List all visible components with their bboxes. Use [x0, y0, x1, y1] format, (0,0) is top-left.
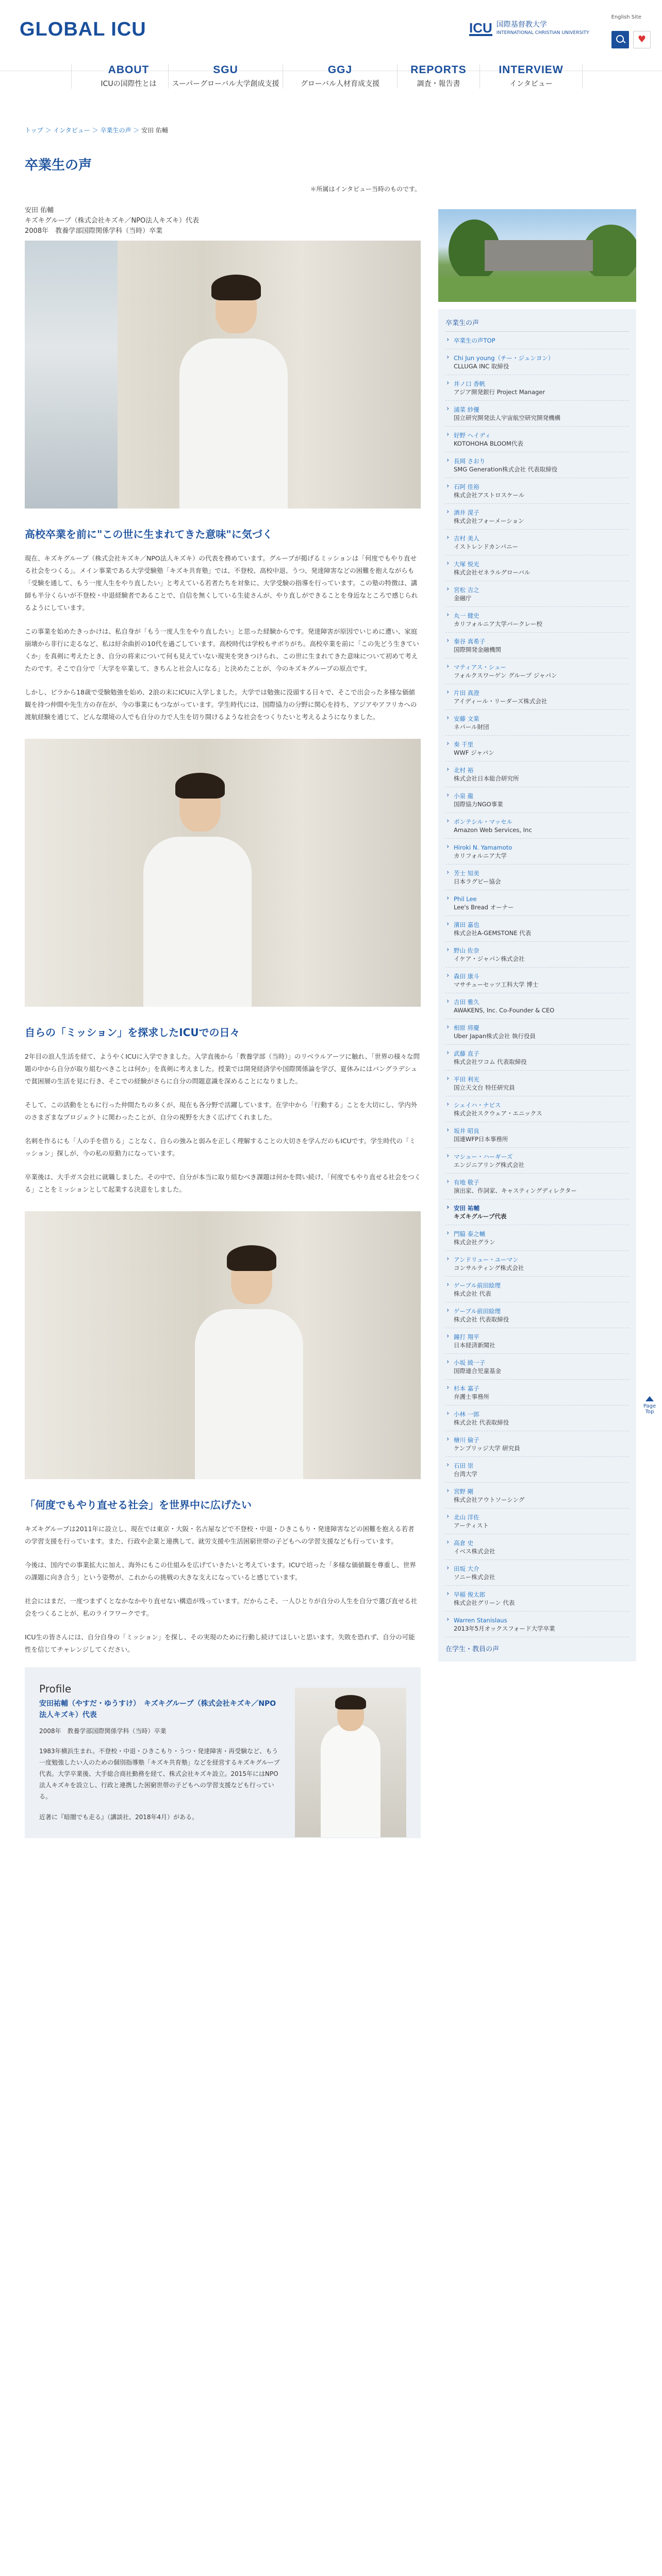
icu-brand[interactable] [469, 21, 589, 37]
person-info: 安田 佑輔 キズキグループ（株式会社キズキ／NPO法人キズキ）代表 2008年 教養学部国際関係学科（当時）卒業 [25, 207, 199, 235]
profile-title: Profile [39, 1683, 72, 1695]
sidebar-item[interactable]: › 好野 ヘイディ KOTOHOHA BLOOM代表 [445, 427, 629, 452]
paragraph: この事業を始めたきっかけは、私自身が「もう一度人生をやり直したい」と思った経験からです。発達障害が原因でいじめに遭い、家庭崩壊から非行に走るなど、私は紆余曲折の10代を過ごしています。高校時代は学校もサボりがち。高校卒業を前に「この先どう生きていくか」を真剣に考えたとき、自分の将来について何も見えていない現実を突きつけられ、この世に生まれてきた意味について初めて考えたのです。そこで自分で「大学を卒業して、きちんと社会人になる」と決めたことが、今のキズキグループの原点です。 [25, 628, 419, 672]
profile-text: 1983年横浜生まれ。不登校・中退・ひきこもり・うつ・発達障害・再受験など、もう一度勉強したい人のための個別指導塾「キズキ共育塾」などを経営するキズキグループ代表。大学卒業後、大手総合商社勤務を経て、株式会社キズキ設立。2015年にはNPO法人キズキを設立し、行政と連携した困窮世帯の子どもへの学習支援なども行っている。 [39, 1748, 280, 1800]
sidebar-item[interactable]: › ボンテシル・マッセル Amazon Web Services, Inc [445, 813, 629, 839]
paragraph: キズキグループは2011年に設立し、現在では東京・大阪・名古屋などで不登校・中退・ひきこもり・発達障害などの困難を抱える若者の学習支援を行っています。また、行政や企業と連携して、就労支援や生活困窮世帯の子どもへの学習支援なども行っています。 [25, 1525, 415, 1545]
sidebar-item[interactable]: › Chi Jun young（チー・ジュンヨン） CLLUGA INC 取締役 [445, 349, 629, 375]
sidebar-item[interactable]: › Warren Stanislaus 2013年5月オックスフォード大学卒業 [445, 1612, 629, 1637]
sidebar-item[interactable]: › 田坂 大介 ソニー株式会社 [445, 1560, 629, 1586]
sidebar-item[interactable]: › 宮野 剛 株式会社アウトソーシング [445, 1483, 629, 1509]
sidebar-item[interactable]: › 大塚 悦光 株式会社ゼネラルグローバル [445, 555, 629, 581]
arrow-up-icon [646, 1396, 654, 1401]
page-top-button[interactable]: Page Top [640, 1396, 659, 1415]
breadcrumb-current: 安田 佑輔 [141, 127, 168, 134]
sidebar-footer-link[interactable]: 在学生・教員の声 [445, 1646, 500, 1653]
sidebar-item[interactable]: › 森田 康斗 マサチューセッツ工科大学 博士 [445, 968, 629, 993]
sidebar-item[interactable]: › 北村 裕 株式会社日本総合研究所 [445, 761, 629, 787]
sidebar-item[interactable]: › 鐘打 翔平 日本経済新聞社 [445, 1328, 629, 1354]
sidebar-item[interactable]: › 秦谷 真希子 国際開発金融機関 [445, 633, 629, 658]
sidebar-item[interactable]: › 相原 将慶 Uber Japan株式会社 執行役員 [445, 1019, 629, 1045]
search-icon[interactable] [611, 31, 629, 48]
sidebar-item[interactable]: › 高倉 史 イベス株式会社 [445, 1534, 629, 1560]
sidebar-item[interactable]: › 濱田 嘉也 株式会社A-GEMSTONE 代表 [445, 916, 629, 942]
sidebar-item[interactable]: › Phil Lee Lee's Bread オーナー [445, 890, 629, 916]
sidebar-item[interactable]: › 門脇 泰之輔 株式会社グラン [445, 1225, 629, 1251]
sidebar-item[interactable]: › 吉田 雅久 AWAKENS, Inc. Co-Founder & CEO [445, 993, 629, 1019]
profile-year: 2008年 教養学部国際関係学科（当時）卒業 [39, 1727, 167, 1735]
profile-name: 安田祐輔（やすだ・ゆうすけ） キズキグループ（株式会社キズキ／NPO法人キズキ）代表 [39, 1700, 276, 1719]
sidebar-item[interactable]: › 芳士 知美 日本ラグビー協会 [445, 865, 629, 890]
sidebar-item[interactable]: › 吉村 美人 イストレンドカンパニー [445, 530, 629, 555]
sidebar-item[interactable]: › アンドリュー・ユーマン コンサルティング株式会社 [445, 1251, 629, 1277]
sidebar-item[interactable]: › 卒業生の声TOP [445, 332, 629, 349]
campus-banner-image [438, 209, 636, 302]
interview-photo-1 [25, 241, 421, 509]
sidebar-item[interactable]: › 小坂 綾一子 国際連合児童基金 [445, 1354, 629, 1380]
global-icu-logo[interactable]: GLOBAL ICU [20, 19, 146, 40]
paragraph: 社会にはまだ、一度つまずくとなかなかやり直せない構造が残っています。だからこそ、一人ひとりが自分の人生を自分で選び直せる社会をつくることが、私のライフワークです。 [25, 1597, 418, 1617]
sidebar-item[interactable]: › 浦菜 紗優 国立研究開発法人宇宙航空研究開発機構 [445, 401, 629, 427]
sidebar-item[interactable]: › 片田 真澄 アイディール・リーダーズ株式会社 [445, 684, 629, 710]
breadcrumb: トップ ＞ インタビュー ＞ 卒業生の声 ＞ 安田 佑輔 [25, 127, 168, 134]
affiliation-note: ＊所属はインタビュー当時のものです。 [310, 185, 421, 193]
sidebar-item[interactable]: › 石阿 佳裕 株式会社アストロスケール [445, 478, 629, 504]
sidebar [438, 209, 636, 1662]
sidebar-item[interactable]: › 安田 祐輔 キズキグループ代表 [445, 1199, 629, 1225]
english-site-link[interactable]: English Site [611, 14, 641, 20]
profile-box [25, 1667, 421, 1838]
sidebar-item[interactable]: › ゲーブル前田絵理 株式会社 代表取締役 [445, 1302, 629, 1328]
paragraph: そして、この活動をともに行った仲間たちの多くが、現在も各分野で活躍しています。在学中から「行動する」ことを大切にし、学内外のさまざまなプロジェクトに関わったことが、自分の視野を大きく広げてくれました。 [25, 1101, 418, 1121]
sidebar-item[interactable]: › 酒井 滉子 株式会社フォーメーション [445, 504, 629, 530]
page-title: 卒業生の声 [25, 158, 92, 173]
nav-ggj[interactable]: GGJ グローバル人材育成支援 [283, 64, 397, 89]
sidebar-item[interactable]: › 野山 佐奈 イケア・ジャパン株式会社 [445, 942, 629, 968]
sidebar-item[interactable]: › マシュー・ハーギーズ エンジニアリング株式会社 [445, 1148, 629, 1174]
paragraph: ICU生の皆さんには、自分自身の「ミッション」を探し、その実現のために行動し続けてほしいと思います。失敗を恐れず、自分の可能性を信じてチャレンジしてください。 [25, 1633, 415, 1653]
site-header [0, 0, 662, 71]
sidebar-item[interactable]: › Hiroki N. Yamamoto カリフォルニア大学 [445, 839, 629, 865]
sidebar-item[interactable]: › 丸一 健史 カリフォルニア大学バークレー校 [445, 607, 629, 633]
sidebar-item[interactable]: › 安藤 文楽 ネパール財団 [445, 710, 629, 736]
sidebar-item[interactable]: › 宮松 吉之 金融庁 [445, 581, 629, 607]
nav-about[interactable]: ABOUT ICUの国際性とは [71, 64, 186, 89]
sidebar-item[interactable]: › 小泉 龍 国際協力NGO事業 [445, 787, 629, 813]
section-heading-2: 自らの「ミッション」を探求したICUでの日々 [25, 1026, 240, 1039]
sidebar-item[interactable]: › 長岡 さおり SMG Generation株式会社 代表取締役 [445, 452, 629, 478]
sidebar-item[interactable]: › シェイハ・ナビス 株式会社スクウェア・エニックス [445, 1096, 629, 1122]
sidebar-item[interactable]: › マティアス・シュー フォルクスワーゲン グループ ジャパン [445, 658, 629, 684]
paragraph: 現在、キズキグループ（株式会社キズキ／NPO法人キズキ）の代表を務めています。グループが掲げるミッションは「何度でもやり直せる社会をつくる」。メイン事業である大学受験塾「キズキ共育塾」では、不登校、高校中退、うつ、発達障害などの困難を抱えながらも「受験を通して、もう一度人生をやり直したい」と考えている若者たちを対象に、大学受験の指導を行っています。この塾の特徴は、講師も半分くらいが不登校・中退経験者であることで、自信を無くしている生徒さんが、やり直しができることを身近なところで感じられるようにしています。 [25, 554, 418, 612]
heart-icon[interactable]: ♥ [633, 31, 651, 48]
sidebar-item[interactable]: › 奏 千里 WWF ジャパン [445, 736, 629, 761]
sidebar-item[interactable]: › 早稲 俊太郎 株式会社グリーン 代表 [445, 1586, 629, 1612]
breadcrumb-voices[interactable]: 卒業生の声 [100, 127, 131, 134]
paragraph: 今後は、国内での事業拡大に加え、海外にもこの仕組みを広げていきたいと考えています。ICUで培った「多様な価値観を尊重し、世界の課題に向き合う」という姿勢が、これからの挑戦の大きな支えになっていると感じています。 [25, 1561, 416, 1581]
sidebar-item[interactable]: › 石田 崇 台湾大学 [445, 1457, 629, 1483]
section-heading-3: 「何度でもやり直せる社会」を世界中に広げたい [25, 1499, 252, 1511]
sidebar-item[interactable]: › 檜川 倫子 ケンブリッジ大学 研究員 [445, 1431, 629, 1457]
profile-book: 近著に『暗闇でも走る』（講談社、2018年4月）がある。 [39, 1814, 198, 1821]
sidebar-item[interactable]: › 北山 洋佐 アーティスト [445, 1509, 629, 1534]
sidebar-item[interactable]: › 小林 一郎 株式会社 代表取締役 [445, 1405, 629, 1431]
nav-interview[interactable]: INTERVIEW インタビュー [479, 64, 583, 89]
paragraph: 名刺を作るにも「人の手を借りる」ことなく、自らの強みと弱みを正しく理解することの大切さを学んだのもICUです。学生時代の「ミッション」探しが、今の私の原動力になっています。 [25, 1137, 416, 1157]
paragraph: 2年目の浪人生活を経て、ようやくICUに入学できました。入学直後から「教養学部（当時）」のリベラルアーツに触れ、「世界の様々な問題の中から自分が取り組むべきことは何か」を真剣に考えました。授業では開発経済学や国際関係論を学び、夏休みにはバングラデシュで貧困層の生活を見に行き、そこでの経験がさらに自分の問題意識を深めることになりました。 [25, 1053, 420, 1085]
profile-photo [295, 1688, 406, 1837]
sidebar-heading[interactable]: 卒業生の声 [445, 314, 629, 332]
icu-logo-mark: ICU [469, 20, 492, 36]
sidebar-item[interactable]: › ゲーブル前田絵理 株式会社 代表 [445, 1277, 629, 1302]
sidebar-item[interactable]: › 平田 利光 国立天文台 特任研究員 [445, 1071, 629, 1096]
section-heading-1: 高校卒業を前に"この世に生まれてきた意味"に気づく [25, 528, 273, 540]
breadcrumb-home[interactable]: トップ [25, 127, 43, 134]
nav-reports[interactable]: REPORTS 調査・報告書 [397, 64, 479, 89]
sidebar-item[interactable]: › 杉本 嘉子 弁護士事務所 [445, 1380, 629, 1405]
sidebar-item[interactable]: › 有地 敬子 演出家、作詞家、キャスティングディレクター [445, 1174, 629, 1199]
sidebar-item[interactable]: › 武藤 直子 株式会社ワコム 代表取締役 [445, 1045, 629, 1071]
paragraph: 卒業後は、大手ガス会社に就職しました。その中で、自分が本当に取り組むべき課題は何かを問い続け、「何度でもやり直せる社会をつくる」ことをミッションとして起業する決意をしました。 [25, 1173, 421, 1193]
interview-photo-3 [25, 1211, 421, 1479]
breadcrumb-interview[interactable]: インタビュー [53, 127, 90, 134]
sidebar-item[interactable]: › 井ノ口 香帆 アジア開発銀行 Project Manager [445, 375, 629, 401]
interview-photo-2 [25, 739, 421, 1007]
icu-name: 国際基督教大学 INTERNATIONAL CHRISTIAN UNIVERSITY [496, 21, 589, 36]
sidebar-item[interactable]: › 坂井 昭良 国連WFP日本事務所 [445, 1122, 629, 1148]
main-content [25, 155, 421, 1838]
sidebar-list [438, 309, 636, 1662]
paragraph: しかし、ビラから18歳で受験勉強を始め、2浪の末にICUに入学しました。大学では勉強に没頭する日々で、そこで出会った多様な価値観を持つ仲間や先生方の存在が、今の事業にもつながっています。学生時代には、国際協力の分野に関心を持ち、アジアやアフリカへの渡航経験を通じて、どんな環境の人でも自分の力で人生を切り開けるような社会をつくりたいと考えるようになりました。 [25, 688, 417, 721]
nav-sgu[interactable]: SGU スーパーグローバル大学創成支援 [168, 64, 283, 89]
